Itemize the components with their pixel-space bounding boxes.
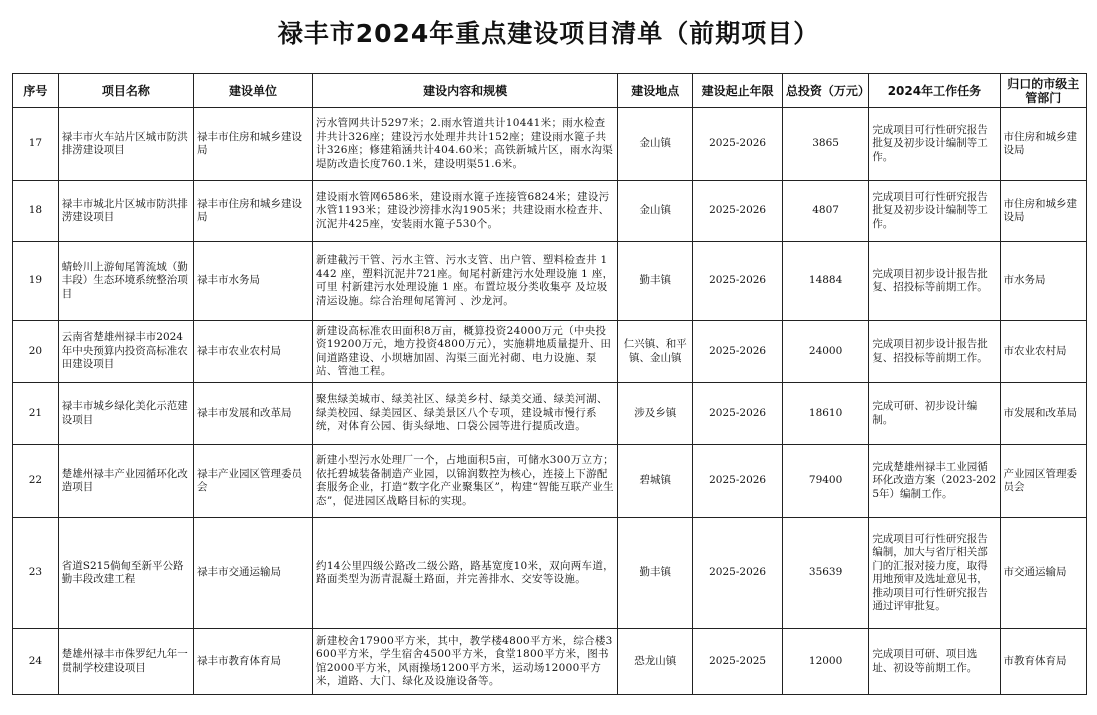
row-unit: 禄丰市交通运输局 <box>194 518 313 629</box>
table-row <box>13 629 1087 695</box>
row-investment: 14884 <box>782 242 868 321</box>
row-dept: 市农业农村局 <box>1000 321 1087 383</box>
row-name: 楚雄州禄丰产业园循环化改造项目 <box>58 445 193 518</box>
row-name: 禄丰市火车站片区城市防洪排涝建设项目 <box>58 108 193 181</box>
row-period: 2025-2026 <box>693 181 783 242</box>
document-title: 禄丰市2024年重点建设项目清单（前期项目） <box>277 19 820 48</box>
row-content: 新建小型污水处理厂一个，占地面积5亩，可储水300万立方；依托碧城装备制造产业园，以锦润数控为核心，连接上下游配套服务企业，打造“数字化产业聚集区”，构建“智能互联产业生态”，促进园区战略目标的实现。 <box>313 445 618 518</box>
row-investment: 35639 <box>782 518 868 629</box>
row-task: 完成项目可行性研究报告批复及初步设计编制等工作。 <box>869 108 1000 181</box>
row-content: 污水管网共计5297米；2.雨水管道共计10441米；雨水检查井共计326座；建设污水处理井共计152座；建设雨水篦子共计326座；修建箱涵共计404.60米；高铁新城片区，雨水沟渠堤防改造长度760.1米，建设明渠51.6米。 <box>313 108 618 181</box>
header-investment: 总投资（万元） <box>782 74 868 108</box>
row-investment: 24000 <box>782 321 868 383</box>
table-row <box>13 445 1087 518</box>
row-location: 仁兴镇、和平镇、金山镇 <box>618 321 693 383</box>
row-location: 勤丰镇 <box>618 242 693 321</box>
row-unit: 禄丰市住房和城乡建设局 <box>194 181 313 242</box>
row-investment: 4807 <box>782 181 868 242</box>
row-investment: 12000 <box>782 629 868 695</box>
row-location: 金山镇 <box>618 108 693 181</box>
header-dept: 归口的市级主管部门 <box>1000 74 1087 108</box>
row-no: 22 <box>13 445 59 518</box>
row-dept: 产业园区管理委员会 <box>1000 445 1087 518</box>
row-name: 蜻蛉川上游甸尾箐流域（勤丰段）生态环境系统整治项目 <box>58 242 193 321</box>
row-period: 2025-2026 <box>693 321 783 383</box>
row-name: 禄丰市城北片区城市防洪排涝建设项目 <box>58 181 193 242</box>
row-dept: 市交通运输局 <box>1000 518 1087 629</box>
row-content: 建设雨水管网6586米，建设雨水篦子连接管6824米；建设污水管1193米；建设沙滂排水沟1905米；共建设雨水检查井、沉泥井425座，安装雨水篦子530个。 <box>313 181 618 242</box>
project-table <box>12 73 1087 695</box>
row-unit: 禄丰产业园区管理委员会 <box>194 445 313 518</box>
row-task: 完成项目初步设计报告批复、招投标等前期工作。 <box>869 321 1000 383</box>
table-row <box>13 321 1087 383</box>
table-row <box>13 242 1087 321</box>
row-no: 21 <box>13 383 59 445</box>
row-no: 17 <box>13 108 59 181</box>
header-no: 序号 <box>13 74 59 108</box>
row-period: 2025-2026 <box>693 445 783 518</box>
row-content: 新建校舍17900平方米，其中，教学楼4800平方米，综合楼3600平方米，学生宿舍4500平方米，食堂1800平方米，图书馆2000平方米，风雨操场1200平方米，运动场12000平方米，道路、大门、绿化及设施设备等。 <box>313 629 618 695</box>
header-location: 建设地点 <box>618 74 693 108</box>
row-investment: 18610 <box>782 383 868 445</box>
row-period: 2025-2026 <box>693 518 783 629</box>
row-task: 完成项目可行性研究报告编制，加大与省厅相关部门的汇报对接力度，取得用地预审及选址意见书，推动项目可行性研究报告通过评审批复。 <box>869 518 1000 629</box>
table-row <box>13 108 1087 181</box>
row-name: 禄丰市城乡绿化美化示范建设项目 <box>58 383 193 445</box>
row-unit: 禄丰市住房和城乡建设局 <box>194 108 313 181</box>
row-content: 约14公里四级公路改二级公路，路基宽度10米，双向两车道，路面类型为沥青混凝土路面，并完善排水、交安等设施。 <box>313 518 618 629</box>
row-name: 省道S215倘甸至新平公路勤丰段改建工程 <box>58 518 193 629</box>
header-unit: 建设单位 <box>194 74 313 108</box>
row-no: 24 <box>13 629 59 695</box>
row-dept: 市教育体育局 <box>1000 629 1087 695</box>
row-location: 恐龙山镇 <box>618 629 693 695</box>
header-period: 建设起止年限 <box>693 74 783 108</box>
row-task: 完成可研、初步设计编制。 <box>869 383 1000 445</box>
row-dept: 市发展和改革局 <box>1000 383 1087 445</box>
row-investment: 79400 <box>782 445 868 518</box>
header-task: 2024年工作任务 <box>869 74 1000 108</box>
table-header-row <box>13 74 1087 108</box>
row-unit: 禄丰市发展和改革局 <box>194 383 313 445</box>
row-name: 云南省楚雄州禄丰市2024年中央预算内投资高标准农田建设项目 <box>58 321 193 383</box>
row-investment: 3865 <box>782 108 868 181</box>
header-content: 建设内容和规模 <box>313 74 618 108</box>
row-period: 2025-2025 <box>693 629 783 695</box>
row-no: 18 <box>13 181 59 242</box>
row-no: 23 <box>13 518 59 629</box>
row-location: 勤丰镇 <box>618 518 693 629</box>
row-task: 完成项目可研、项目选址、初设等前期工作。 <box>869 629 1000 695</box>
row-dept: 市住房和城乡建设局 <box>1000 181 1087 242</box>
row-no: 20 <box>13 321 59 383</box>
row-content: 新建截污干管、污水主管、污水支管、出户管、塑料检查井 1442 座，塑料沉泥井721座。甸尾村新建污水处理设施 1 座，可里 村新建污水处理设施 1 座。布置垃圾分类收集亭 及垃圾清运设施。综合治理甸尾箐河 、沙龙河。 <box>313 242 618 321</box>
row-dept: 市住房和城乡建设局 <box>1000 108 1087 181</box>
row-period: 2025-2026 <box>693 242 783 321</box>
row-location: 涉及乡镇 <box>618 383 693 445</box>
row-period: 2025-2026 <box>693 383 783 445</box>
row-location: 碧城镇 <box>618 445 693 518</box>
row-unit: 禄丰市农业农村局 <box>194 321 313 383</box>
table-row <box>13 383 1087 445</box>
row-task: 完成楚雄州禄丰工业园循环化改造方案（2023-2025年）编制工作。 <box>869 445 1000 518</box>
row-period: 2025-2026 <box>693 108 783 181</box>
row-location: 金山镇 <box>618 181 693 242</box>
row-no: 19 <box>13 242 59 321</box>
row-unit: 禄丰市教育体育局 <box>194 629 313 695</box>
table-row <box>13 518 1087 629</box>
row-content: 聚焦绿美城市、绿美社区、绿美乡村、绿美交通、绿美河湖、绿美校园、绿美园区、绿美景区八个专项，建设城市慢行系统，对体育公园、街头绿地、口袋公园等进行提质改造。 <box>313 383 618 445</box>
table-row <box>13 181 1087 242</box>
header-name: 项目名称 <box>58 74 193 108</box>
row-dept: 市水务局 <box>1000 242 1087 321</box>
row-task: 完成项目初步设计报告批复、招投标等前期工作。 <box>869 242 1000 321</box>
row-name: 楚雄州禄丰市侏罗纪九年一贯制学校建设项目 <box>58 629 193 695</box>
row-content: 新建设高标准农田面积8万亩，概算投资24000万元（中央投资19200万元，地方投资4800万元），实施耕地质量提升、田间道路建设、小坝塘加固、沟渠三面光衬砌、电力设施、泵站、管池工程。 <box>313 321 618 383</box>
row-unit: 禄丰市水务局 <box>194 242 313 321</box>
row-task: 完成项目可行性研究报告批复及初步设计编制等工作。 <box>869 181 1000 242</box>
